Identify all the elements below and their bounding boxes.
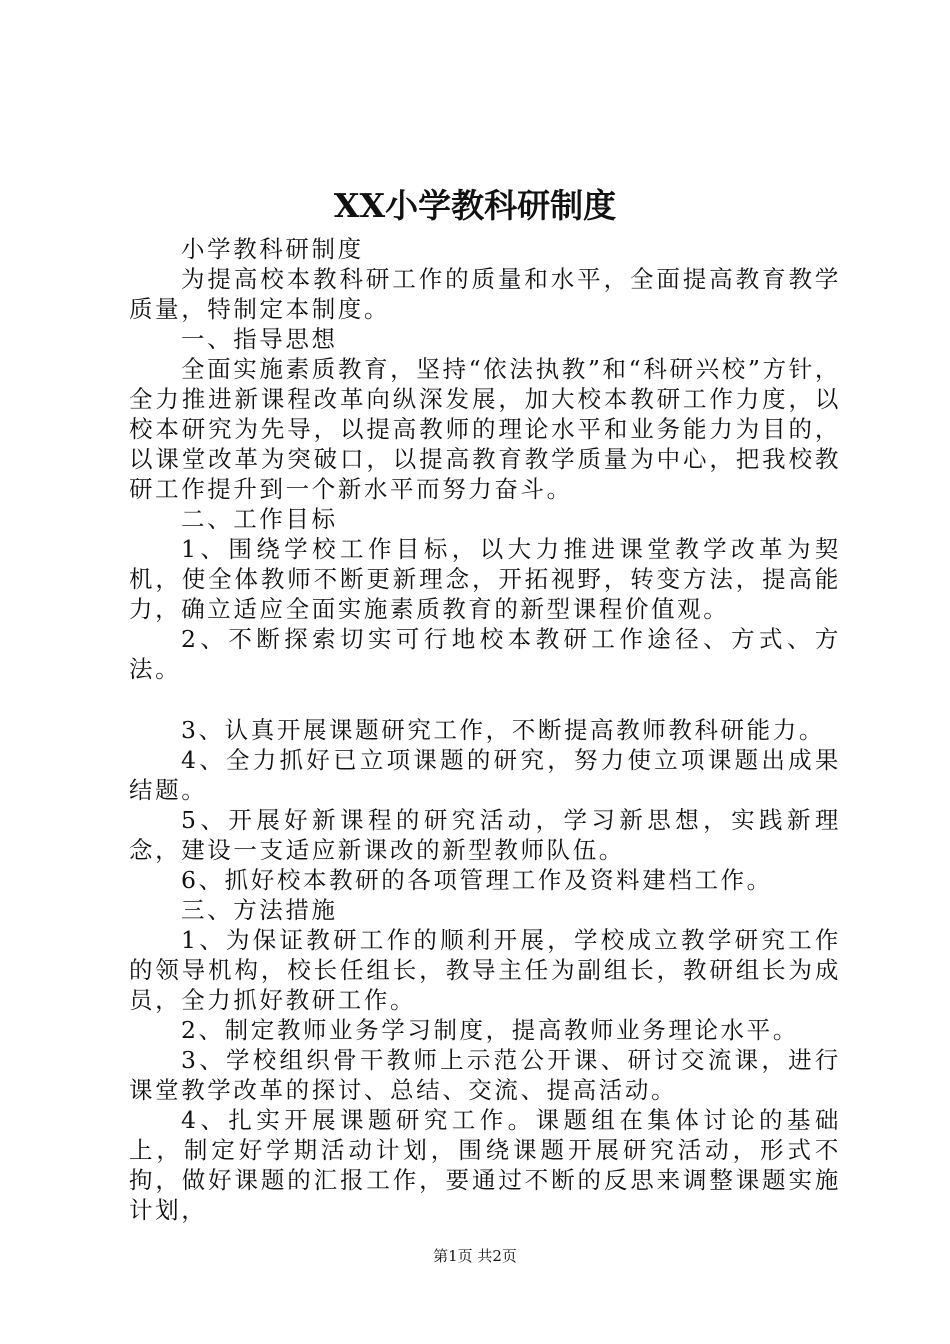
paragraph: 全面实施素质教育，坚持“依法执教”和“科研兴校”方针，全力推进新课程改革向纵深发展，加大校本教研工作力度，以校本研究为先导，以提高教师的理论水平和业务能力为目的，以课堂改革为突破口，以提高教育教学质量为中心，把我校教研工作提升到一个新水平而努力奋斗。 xyxy=(129,355,841,503)
list-item: 3、认真开展课题研究工作，不断提高教师教科研能力。 xyxy=(181,716,825,744)
list-item: 6、抓好校本教研的各项管理工作及资料建档工作。 xyxy=(181,866,773,894)
list-item: 1、围绕学校工作目标，以大力推进课堂教学改革为契机，使全体教师不断更新理念，开拓视野，转变方法，提高能力，确立适应全面实施素质教育的新型课程价值观。 xyxy=(129,535,841,623)
page-footer: 第1页 共2页 xyxy=(433,1247,517,1265)
list-item: 2、制定教师业务学习制度，提高教师业务理论水平。 xyxy=(181,1016,799,1044)
list-item: 5、开展好新课程的研究活动，学习新思想，实践新理念，建设一支适应新课改的新型教师队伍。 xyxy=(129,806,841,864)
paragraph: 为提高校本教科研工作的质量和水平，全面提高教育教学质量，特制定本制度。 xyxy=(129,265,841,323)
list-item: 1、为保证教研工作的顺利开展，学校成立教学研究工作的领导机构，校长任组长，教导主任为副组长，教研组长为成员，全力抓好教研工作。 xyxy=(129,926,841,1014)
section-heading: 三、方法措施 xyxy=(181,896,338,924)
section-heading: 二、工作目标 xyxy=(181,505,338,533)
list-item: 4、扎实开展课题研究工作。课题组在集体讨论的基础上，制定好学期活动计划，围绕课题开展研究活动，形式不拘，做好课题的汇报工作，要通过不断的反思来调整课题实施计划， xyxy=(129,1106,841,1224)
list-item: 2、不断探索切实可行地校本教研工作途径、方式、方法。 xyxy=(129,625,841,683)
document-title: XX小学教科研制度 xyxy=(333,186,617,225)
section-heading: 一、指导思想 xyxy=(181,325,338,353)
list-item: 4、全力抓好已立项课题的研究，努力使立项课题出成果结题。 xyxy=(129,746,841,804)
paragraph: 小学教科研制度 xyxy=(181,235,364,263)
document-body xyxy=(129,234,841,1225)
list-item: 3、学校组织骨干教师上示范公开课、研讨交流课，进行课堂教学改革的探讨、总结、交流、提高活动。 xyxy=(129,1046,841,1104)
